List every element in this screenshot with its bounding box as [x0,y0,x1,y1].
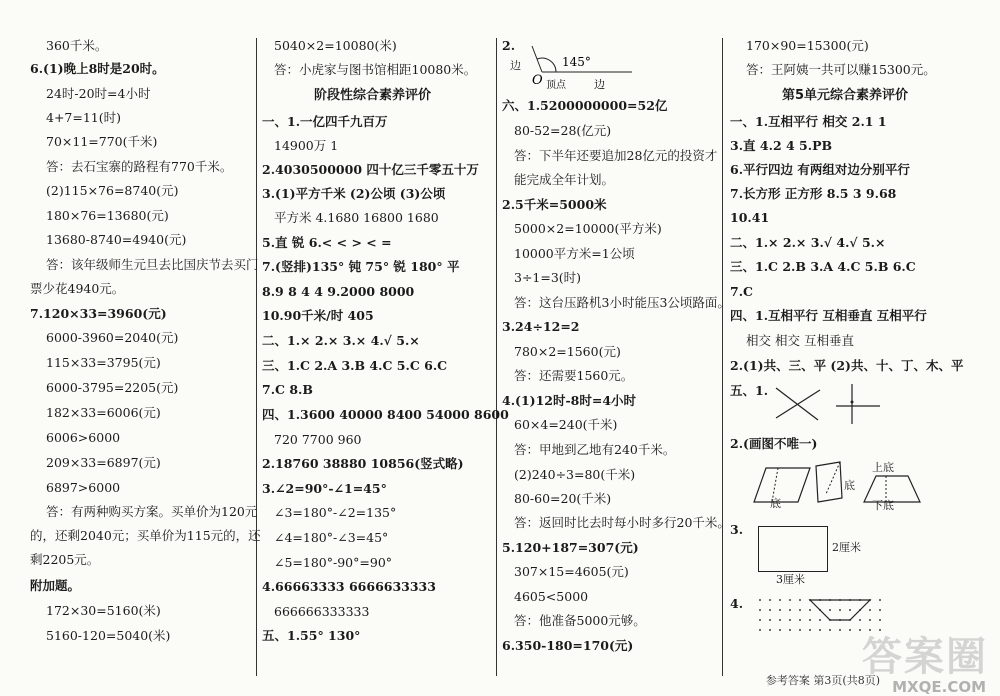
rect-height-label: 2厘米 [832,541,861,554]
text-line: 一、1.一亿四千九百万 [262,114,388,129]
text-line: 剩2205元。 [30,552,100,567]
text-line: 13680-8740=4940(元) [46,232,187,247]
shape-label: 上底 [872,461,894,474]
text-line: 172×30=5160(米) [46,603,161,618]
text-line: 7.120×33=3960(元) [30,306,167,321]
text-line: 10.41 [730,210,770,225]
text-line: 五、1.55° 130° [262,628,361,643]
text-line: 80-52=28(亿元) [514,123,612,138]
text-line: 80-60=20(千米) [514,491,612,506]
text-line: 2.(1)共、三、平 (2)共、十、丁、木、平 [730,358,964,373]
section-heading: 第5单元综合素养评价 [782,88,909,103]
section-heading: 阶段性综合素养评价 [314,88,432,103]
text-line: 6006>6000 [46,430,121,445]
text-line: 答：甲地到乙地有240千米。 [514,442,676,457]
text-line: 2.5千米=5000米 [502,197,607,212]
text-line: 2.4030500000 四十亿三千零五十万 [262,162,479,177]
text-line: 二、1.× 2.× 3.√ 4.√ 5.× [730,235,886,250]
text-line: 10000平方米=1公顷 [514,246,635,261]
text-line: 四、1.互相平行 互相垂直 互相平行 [730,308,927,323]
text-line: 3÷1=3(时) [514,270,582,285]
text-line: 答：还需要1560元。 [514,368,634,383]
text-line: (2)240÷3=80(千米) [514,467,636,482]
text-line: 4+7=11(时) [46,110,122,125]
text-line: 3.直 4.2 4 5.PB [730,138,833,153]
text-line: 666666333333 [274,604,370,619]
text-line: 6.平行四边 有两组对边分别平行 [730,162,910,177]
text-line: 14900万 1 [274,138,339,153]
text-line: 8.9 8 4 4 9.2000 8000 [262,284,415,299]
text-line: (2)115×76=8740(元) [46,183,179,198]
text-line: 6.(1)晚上8时是20时。 [30,61,165,76]
text-line: 答：小虎家与图书馆相距10080米。 [274,62,477,77]
text-line: 答：下半年还要追加28亿元的投资才 [514,148,718,163]
text-line: 答：返回时比去时每小时多行20千米。 [514,515,730,530]
text-line: 2.18760 38880 10856(竖式略) [262,456,464,471]
text-line: 二、1.× 2.× 3.× 4.√ 5.× [262,333,420,348]
rect-width-label: 3厘米 [776,573,805,586]
text-line: ∠5=180°-90°=90° [274,555,393,570]
text-line: 3.(1)平方千米 (2)公顷 (3)公顷 [262,186,446,201]
text-line: 7.C 8.B [262,382,313,397]
text-line: 的，还剩2040元；买单价为115元的，还 [30,528,261,543]
text-line: 5.120+187=307(元) [502,540,639,555]
question-number: 2.(画图不唯一) [730,436,818,451]
text-line: 答：该年级师生元旦去比国庆节去买门 [46,257,259,272]
column-1 [30,0,261,696]
text-line: ∠3=180°-∠2=135° [274,505,397,520]
text-line: 六、1.5200000000=52亿 [502,98,668,113]
text-line: 6000-3795=2205(元) [46,380,179,395]
text-line: 五、1. [730,383,769,398]
shape-label: 下底 [872,499,894,512]
vertex-label: 顶点 [546,80,566,91]
question-number: 3. [730,522,744,537]
shape-label: 底 [844,479,855,492]
text-line: 3.24÷12=2 [502,319,580,334]
text-line: 平方米 4.1680 16800 1680 [274,210,439,225]
text-line: 10.90千米/时 405 [262,308,374,323]
column-divider [256,38,257,676]
text-line: 780×2=1560(元) [514,344,621,359]
text-line: 3.∠2=90°-∠1=45° [262,481,387,496]
lines-drawing [770,380,900,430]
text-line: 4.(1)12时-8时=4小时 [502,393,637,408]
angle-diagram [528,44,638,94]
text-line: 相交 相交 互相垂直 [746,333,854,348]
question-number: 4. [730,596,744,611]
column-3 [502,0,730,696]
text-line: 7.C [730,284,753,299]
text-line: 能完成全年计划。 [514,172,615,187]
text-line: 209×33=6897(元) [46,455,161,470]
text-line: 6.350-180=170(元) [502,638,634,653]
side-label-left: 边 [510,59,521,72]
text-line: 4605<5000 [514,589,589,604]
column-4 [730,0,970,696]
text-line: 24时-20时=4小时 [46,86,151,101]
text-line: 7.(竖排)135° 钝 75° 锐 180° 平 [262,259,460,274]
text-line: 答：王阿姨一共可以赚15300元。 [746,62,936,77]
column-2 [262,0,509,696]
watermark-url: MXQE.COM [892,678,986,696]
text-line: 360千米。 [46,38,108,53]
text-line: 182×33=6006(元) [46,405,161,420]
column-divider [496,38,497,676]
text-line: 6897>6000 [46,480,121,495]
text-line: 70×11=770(千米) [46,134,158,149]
text-line: 5160-120=5040(米) [46,628,171,643]
text-line: 三、1.C 2.A 3.B 4.C 5.C 6.C [262,358,448,373]
text-line: 答：有两种购买方案。买单价为120元 [46,504,258,519]
text-line: 4.66663333 6666633333 [262,579,436,594]
text-line: 180×76=13680(元) [46,208,169,223]
rectangle-drawing [758,526,828,572]
text-line: 307×15=4605(元) [514,564,629,579]
shape-label: 底 [770,497,781,510]
text-line: 答：这台压路机3小时能压3公顷路面。 [514,295,730,310]
text-line: 5.直 锐 6.< < > < = [262,235,392,250]
text-line: 答：他准备5000元够。 [514,613,646,628]
text-line: 60×4=240(千米) [514,417,618,432]
text-line: 720 7700 960 [274,432,362,447]
text-line: ∠4=180°-∠3=45° [274,530,389,545]
text-line: 附加题。 [30,578,81,593]
text-line: 票少花4940元。 [30,281,125,296]
text-line: 答：去石宝寨的路程有770千米。 [46,159,233,174]
text-line: 一、1.互相平行 相交 2.1 1 [730,114,887,129]
text-line: 6000-3960=2040(元) [46,330,179,345]
text-line: 四、1.3600 40000 8400 54000 8600 [262,407,509,422]
watermark-logo: 答案圈 [862,634,988,680]
text-line: 7.长方形 正方形 8.5 3 9.68 [730,186,897,201]
text-line: 5040×2=10080(米) [274,38,397,53]
column-divider [722,38,723,676]
text-line: 5000×2=10000(平方米) [514,221,662,236]
page-footer: 参考答案 第3页(共8页) [765,674,880,687]
angle-value-label: 145° [562,55,591,69]
text-line: 三、1.C 2.B 3.A 4.C 5.B 6.C [730,259,916,274]
side-label-right: 边 [594,78,605,91]
question-number: 2. [502,38,516,53]
vertex-o-label: O [532,73,543,88]
text-line: 170×90=15300(元) [746,38,869,53]
text-line: 115×33=3795(元) [46,355,161,370]
